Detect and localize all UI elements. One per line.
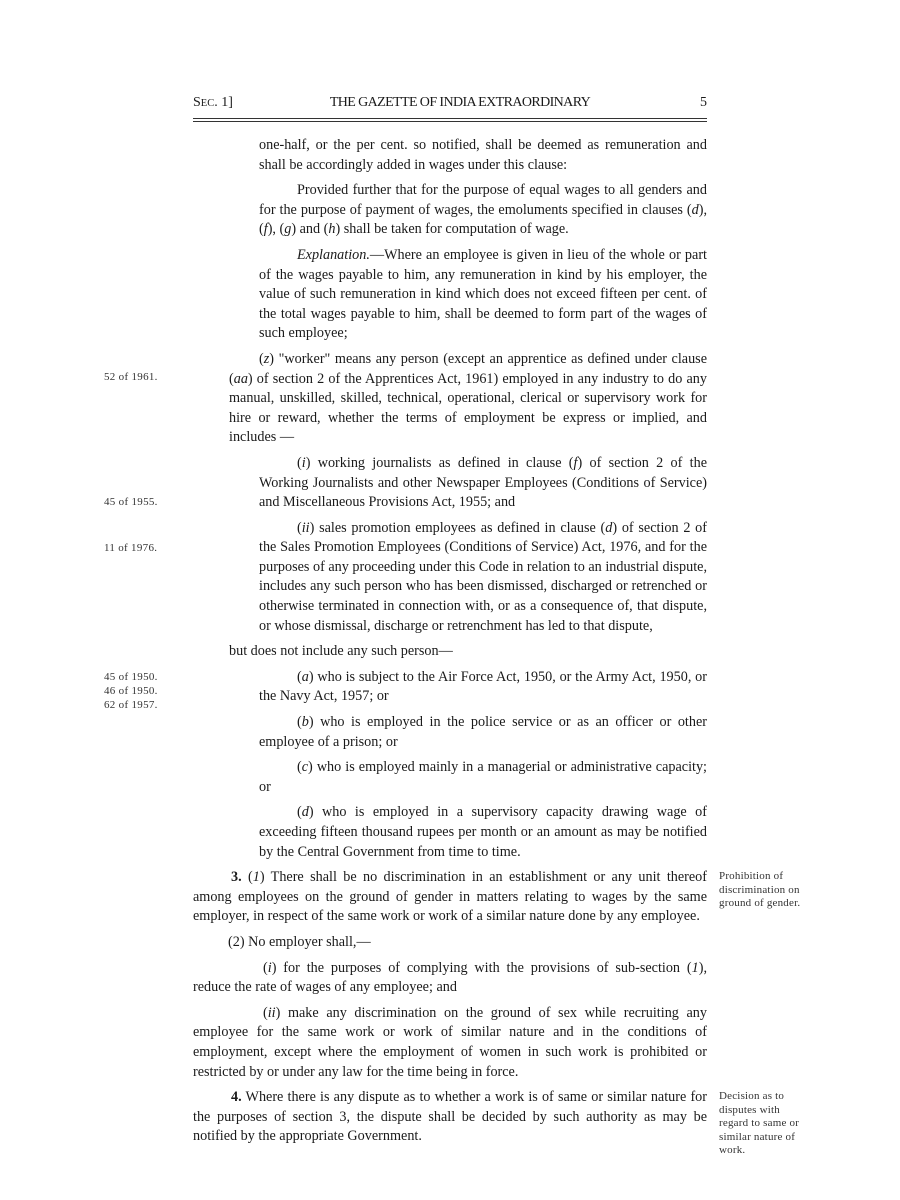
margin-note-section-3: Prohibition of discrimination on ground of gender.: [719, 870, 801, 910]
exclusion-d: (d) who is employed in a supervisory capacity drawing wage of exceeding fifteen thousand rupees per month or an amount as may be notified by the Central Government from time to time.: [259, 804, 707, 860]
margin-note-1976: 11 of 1976.: [104, 541, 158, 554]
page-number: 5: [700, 95, 707, 110]
exclusion-a: 45 of 1950. 46 of 1950. 62 of 1957. (a) who is subject to the Air Force Act, 1950, or the Army Act, 1950, or the Navy Act, 1957; or: [104, 668, 707, 711]
running-header: [193, 95, 707, 115]
margin-note-1961: 52 of 1961.: [104, 370, 158, 383]
subclause-i: 45 of 1955. (i) working journalists as defined in clause (f) of section 2 of the Working Journalists and other Newspaper Employees (Conditions of Service) and Miscellaneous Provisions Act, 1955; and: [104, 454, 707, 511]
margin-note-section-4: Decision as to disputes with regard to same or similar nature of work.: [719, 1090, 800, 1157]
gazette-title: THE GAZETTE OF INDIA EXTRAORDINARY: [329, 95, 591, 110]
section-label: SEC. 1]: [193, 95, 233, 110]
section-3-sub-2-i: (i) for the purposes of complying with the provisions of sub-section (1), reduce the rate of wages of any employee; and: [193, 959, 707, 996]
margin-note-1955: 45 of 1955.: [104, 495, 158, 508]
section-3-sub-2: (2) No employer shall,—: [228, 933, 371, 950]
section-3-sub-2-ii: (ii) make any discrimination on the ground of sex while recruiting any employee for the same work or work of similar nature and in the conditions of employment, except where the employment of women in such work is prohibited or restricted by or under any law for the time being in force.: [193, 1004, 707, 1080]
clause-z-worker: 52 of 1961. (z) "worker" means any person (except an apprentice as defined under clause (aa) of section 2 of the Apprentices Act, 1961) employed in any industry to do any manual, unskilled, skilled, technical, operational, clerical or supervisory work for hire or reward, whether the terms of employment be express or implied, and includes —: [104, 350, 707, 446]
document-body: [104, 136, 801, 1157]
margin-note-1950-af: 45 of 1950.: [104, 670, 158, 683]
margin-note-1950-army: 46 of 1950.: [104, 684, 158, 697]
header-rule: [193, 118, 707, 119]
subclause-ii: 11 of 1976. (ii) sales promotion employees as defined in clause (d) of section 2 of the Sales Promotion Employees (Conditions of Service) Act, 1976, and for the purposes of any proceeding under this Code in relation to an industrial dispute, includes any such person who has been dismissed, discharged or retrenched or otherwise terminated in connection with, or as a consequence of, that dispute, or whose dismissal, discharge or retrenchment has led to that dispute,: [104, 519, 707, 634]
margin-note-1957: 62 of 1957.: [104, 698, 158, 711]
paragraph-explanation: Explanation.—Where an employee is given in lieu of the whole or part of the wages payable to him, any remuneration in kind by his employer, the value of such remuneration in kind which does not exceed fifteen per cent. of the total wages payable to him, shall be deemed to form part of the wages of such employee;: [259, 246, 707, 342]
exclusion-c: (c) who is employed mainly in a managerial or administrative capacity; or: [259, 759, 707, 795]
section-3-sub-1: Prohibition of discrimination on ground of gender. 3. (1) There shall be no discrimination in an establishment or any unit thereof among employees on the ground of gender in matters relating to wages by the same employer, in respect of the same work or work of a similar nature done by any employee.: [193, 868, 707, 927]
paragraph-continuation: one-half, or the per cent. so notified, shall be deemed as remuneration and shall be accordingly added in wages under this clause:: [259, 137, 707, 173]
paragraph-proviso: Provided further that for the purpose of equal wages to all genders and for the purpose of payment of wages, the emoluments specified in clauses (d), (f), (g) and (h) shall be taken for computation of wage.: [259, 182, 707, 238]
paragraph-exclusion: but does not include any such person—: [229, 643, 453, 660]
section-4: Decision as to disputes with regard to same or similar nature of work. 4. Where there is any dispute as to whether a work is of same or similar nature for the purposes of section 3, the dispute shall be decided by such authority as may be notified by the appropriate Government.: [193, 1088, 707, 1147]
exclusion-b: (b) who is employed in the police service or as an officer or other employee of a prison; or: [259, 714, 707, 750]
header-rule-double: [193, 121, 707, 122]
